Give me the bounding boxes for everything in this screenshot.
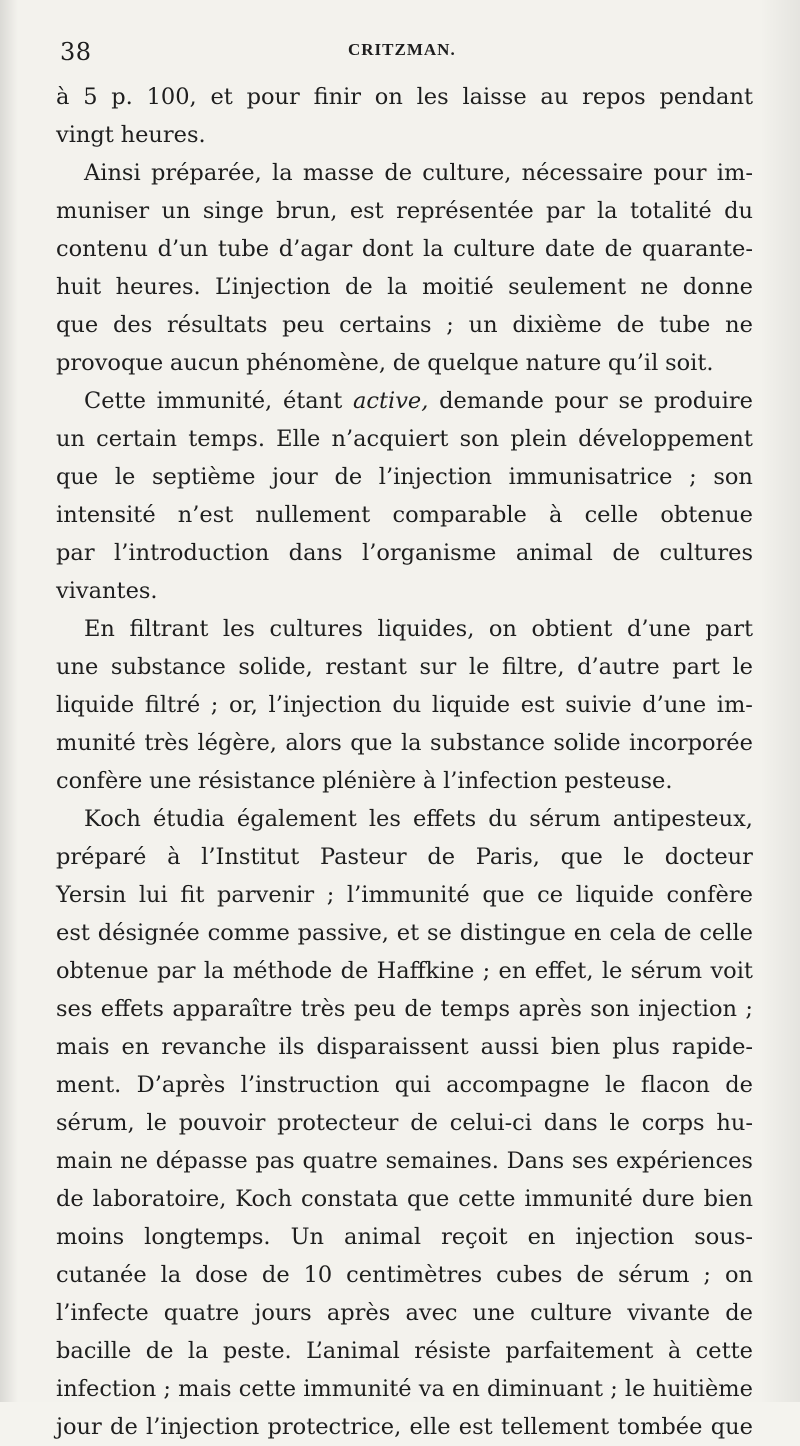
text-line: Koch étudia également les effets du sérum antipesteux, [84, 806, 753, 832]
page-number: 38 [60, 38, 92, 66]
text-line: munité très légère, alors que la substance solide incorporée [56, 730, 753, 756]
text-line: contenu d’un tube d’agar dont la culture date de quarante- [56, 236, 753, 262]
text-line: infection ; mais cette immunité va en diminuant ; le huitième [56, 1376, 753, 1402]
text-line: main ne dépasse pas quatre semaines. Dans ses expériences [56, 1148, 753, 1174]
text-line: muniser un singe brun, est représentée par la totalité du [56, 198, 753, 224]
running-head: CRITZMAN. [348, 40, 456, 59]
text-line: que des résultats peu certains ; un dixième de tube ne [56, 312, 753, 338]
text-line: vivantes. [56, 578, 158, 604]
text-line: ses effets apparaître très peu de temps après son injection ; [56, 996, 753, 1022]
text-line: à 5 p. 100, et pour finir on les laisse au repos pendant [56, 84, 753, 110]
text-line: Cette immunité, étant active, demande pour se produire [84, 388, 753, 414]
text-line: l’infecte quatre jours après avec une culture vivante de [56, 1300, 753, 1326]
text-line: que le septième jour de l’injection immunisatrice ; son [56, 464, 753, 490]
text-line: jour de l’injection protectrice, elle est tellement tombée que [56, 1414, 753, 1440]
text-line: confère une résistance plénière à l’infection pesteuse. [56, 768, 673, 794]
page-header [60, 38, 750, 68]
text-line: provoque aucun phénomène, de quelque nature qu’il soit. [56, 350, 714, 376]
text-line: Yersin lui fit parvenir ; l’immunité que ce liquide confère [56, 882, 753, 908]
text-line: est désignée comme passive, et se distingue en cela de celle [56, 920, 753, 946]
text-line: Ainsi préparée, la masse de culture, nécessaire pour im- [84, 160, 753, 186]
text-line: En filtrant les cultures liquides, on obtient d’une part [84, 616, 753, 642]
text-line: moins longtemps. Un animal reçoit en injection sous- [56, 1224, 753, 1250]
text-line: sérum, le pouvoir protecteur de celui-ci dans le corps hu- [56, 1110, 753, 1136]
text-line: de laboratoire, Koch constata que cette immunité dure bien [56, 1186, 753, 1212]
text-line: une substance solide, restant sur le filtre, d’autre part le [56, 654, 753, 680]
text-line: par l’introduction dans l’organisme animal de cultures [56, 540, 753, 566]
text-line: un certain temps. Elle n’acquiert son plein développement [56, 426, 753, 452]
text-line: cutanée la dose de 10 centimètres cubes de sérum ; on [56, 1262, 753, 1288]
text-line: préparé à l’Institut Pasteur de Paris, que le docteur [56, 844, 753, 870]
text-line: ment. D’après l’instruction qui accompagne le flacon de [56, 1072, 753, 1098]
text-line: liquide filtré ; or, l’injection du liquide est suivie d’une im- [56, 692, 753, 718]
text-line: mais en revanche ils disparaissent aussi bien plus rapide- [56, 1034, 753, 1060]
text-line: obtenue par la méthode de Haffkine ; en effet, le sérum voit [56, 958, 753, 984]
text-line: vingt heures. [56, 122, 206, 148]
text-line: huit heures. L’injection de la moitié seulement ne donne [56, 274, 753, 300]
body-text [56, 78, 753, 1446]
text-line: bacille de la peste. L’animal résiste parfaitement à cette [56, 1338, 753, 1364]
text-line: intensité n’est nullement comparable à celle obtenue [56, 502, 753, 528]
